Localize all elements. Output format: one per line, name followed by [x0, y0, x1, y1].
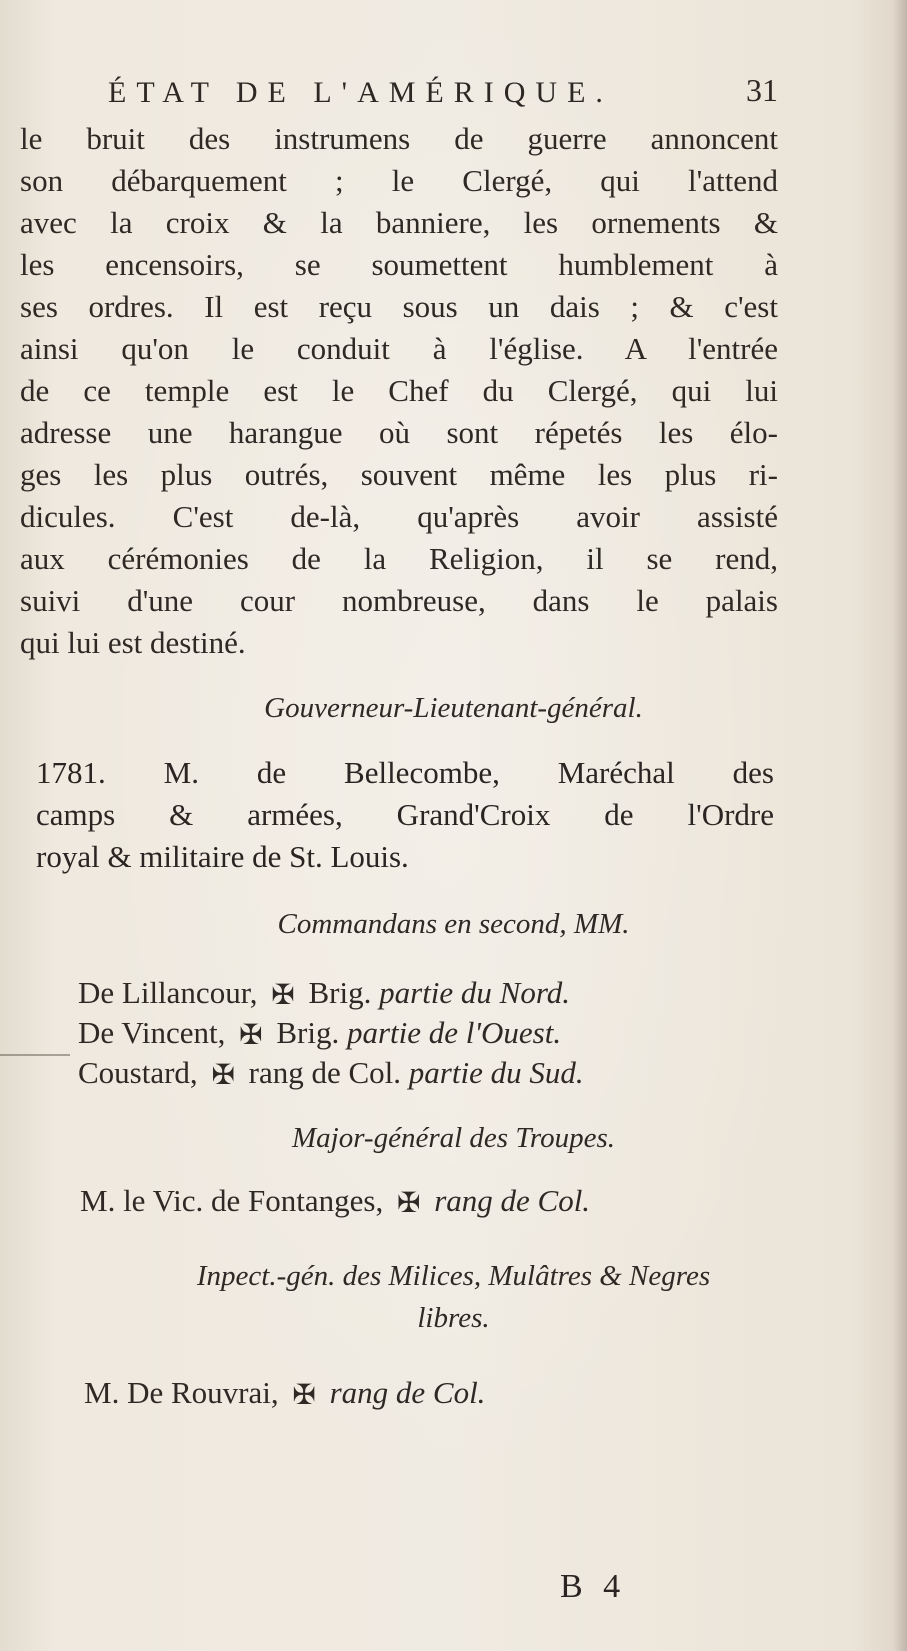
- body-paragraph: [20, 118, 778, 664]
- commander-entry-nord: [78, 972, 570, 1016]
- page-edge-shadow: [893, 0, 907, 1651]
- running-title: ÉTAT DE L'AMÉRIQUE.: [108, 76, 613, 109]
- second-commanders-heading-title: Commandans en second,: [277, 908, 567, 940]
- second-commanders-heading: [0, 908, 907, 941]
- commander-area: partie de l'Ouest.: [346, 1015, 562, 1050]
- governor-line: camps & armées, Grand'Croix de l'Ordre: [36, 797, 774, 832]
- commander-name: Coustard,: [78, 1055, 198, 1090]
- major-general-rank: rang de Col.: [434, 1183, 591, 1218]
- body-line: suivi d'une cour nombreuse, dans le palais: [20, 583, 778, 618]
- body-line: de ce temple est le Chef du Clergé, qui lui: [20, 373, 778, 408]
- major-general-name: M. le Vic. de Fontanges,: [80, 1183, 384, 1218]
- cross-of-saint-louis-icon: ✠: [396, 1188, 421, 1219]
- body-line: dicules. C'est de-là, qu'après avoir assisté: [20, 499, 778, 534]
- body-line: qui lui est destiné.: [20, 625, 246, 660]
- second-commanders-heading-mm: MM.: [573, 908, 630, 940]
- body-line: ges les plus outrés, souvent même les plus ri-: [20, 457, 778, 492]
- cross-of-saint-louis-icon: ✠: [292, 1380, 316, 1411]
- major-general-heading: Major-général des Troupes.: [292, 1122, 615, 1154]
- commander-rank: Brig.: [308, 975, 372, 1010]
- governor-heading: Gouverneur-Lieutenant-général.: [264, 692, 643, 724]
- inspector-heading-line2: libres.: [417, 1302, 490, 1334]
- commander-area: partie du Sud.: [408, 1055, 584, 1090]
- inspector-entry: [84, 1372, 485, 1416]
- cross-of-saint-louis-icon: ✠: [239, 1020, 263, 1051]
- commander-entry-ouest: [78, 1012, 561, 1056]
- cross-of-saint-louis-icon: ✠: [211, 1060, 235, 1091]
- commander-name: De Lillancour,: [78, 975, 258, 1010]
- governor-line: 1781. M. de Bellecombe, Maréchal des: [36, 755, 774, 790]
- pencil-mark: [0, 1054, 70, 1056]
- commander-rank: rang de Col.: [248, 1055, 402, 1090]
- governor-entry: [36, 752, 774, 878]
- running-head: [98, 72, 778, 116]
- page-number: 31: [746, 72, 778, 108]
- governor-line: royal & militaire de St. Louis.: [36, 839, 409, 874]
- commander-entry-sud: [78, 1052, 584, 1096]
- commander-name: De Vincent,: [78, 1015, 226, 1050]
- body-line: son débarquement ; le Clergé, qui l'attend: [20, 163, 778, 198]
- body-line: avec la croix & la banniere, les ornements &: [20, 205, 778, 240]
- cross-of-saint-louis-icon: ✠: [271, 980, 295, 1011]
- inspector-name: M. De Rouvrai,: [84, 1375, 279, 1410]
- inspector-heading-line1: Inpect.-gén. des Milices, Mulâtres & Negres: [196, 1260, 711, 1292]
- body-line: ses ordres. Il est reçu sous un dais ; & c'est: [20, 289, 778, 324]
- inspector-rank: rang de Col.: [329, 1375, 486, 1410]
- commander-area: partie du Nord.: [379, 975, 571, 1010]
- body-line: ainsi qu'on le conduit à l'église. A l'entrée: [20, 331, 778, 366]
- body-line: aux cérémonies de la Religion, il se rend,: [20, 541, 778, 576]
- body-line: le bruit des instrumens de guerre annoncent: [20, 121, 778, 156]
- body-line: les encensoirs, se soumettent humblement à: [20, 247, 778, 282]
- signature-mark: B 4: [560, 1568, 627, 1605]
- commander-rank: Brig.: [276, 1015, 340, 1050]
- major-general-entry: [80, 1180, 590, 1224]
- body-line: adresse une harangue où sont répetés les élo-: [20, 415, 778, 450]
